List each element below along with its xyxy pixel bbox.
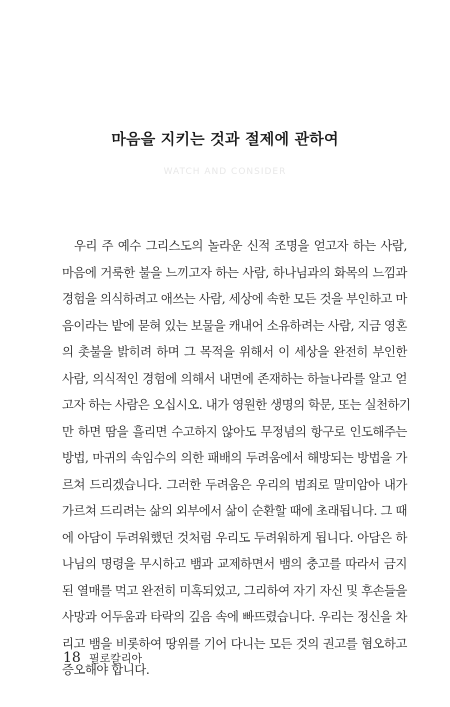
text-line-4: 음이라는 밭에 묻혀 있는 보물을 캐내어 소유하려는 사람, 지금 영혼 [62,318,408,333]
text-line-10: 르쳐 드리겠습니다. 그러한 두려움은 우리의 범죄로 말미암아 내가 [62,477,407,492]
text-line-15: 사망과 어두움과 타락의 깊음 속에 빠뜨렸습니다. 우리는 정신을 차 [62,610,407,624]
text-line-1: 우리 주 예수 그리스도의 놀라운 신적 조명을 얻고자 하는 사람, [74,239,407,253]
text-line-13: 나님의 명령을 무시하고 뱀과 교제하면서 뱀의 충고를 따라서 금지 [62,557,407,571]
text-line-9: 방법, 마귀의 속임수의 의한 패배의 두려움에서 해방되는 방법을 가 [62,451,407,465]
text-line-14: 된 열매를 먹고 완전히 미혹되었고, 그리하여 자기 자신 및 후손들을 [62,583,408,598]
text-line-8: 만 하면 땀을 흘리면 수고하지 않아도 무정념의 항구로 인도해주는 [62,424,407,439]
text-line-5: 의 촛불을 밝히려 하며 그 목적을 위해서 이 세상을 완전히 부인한 [62,345,407,359]
text-line-17: 증오해야 합니다. [62,663,150,677]
text-line-11: 가르쳐 드리려는 삶의 외부에서 삶이 순환할 때에 초래됩니다. 그 때 [62,504,408,518]
page-footer [63,650,142,666]
body-paragraph [62,233,411,684]
text-line-12: 에 아담이 두려워했던 것처럼 우리도 두려워하게 됩니다. 아담은 하 [62,530,407,545]
text-line-7: 고자 하는 사람은 오십시오. 내가 영원한 생명의 학문, 또는 실천하기 [62,398,411,412]
running-title: 필로칼리아 [88,652,143,665]
text-line-6: 사람, 의식적인 경험에 의해서 내면에 존재하는 하늘나라를 알고 얻 [62,371,407,386]
chapter-subtitle-watermark: WATCH AND CONSIDER [163,167,287,177]
text-line-3: 경험을 의식하려고 애쓰는 사람, 세상에 속한 모든 것을 부인하고 마 [62,292,408,306]
page-number: 18 [63,650,81,666]
chapter-title: 마음을 지키는 것과 절제에 관하여 [111,130,339,148]
text-line-2: 마음에 거룩한 불을 느끼고자 하는 사람, 하나님과의 화목의 느낌과 [62,265,407,280]
text-line-16: 리고 뱀을 비롯하여 땅위를 기어 다니는 모든 것의 권고를 혐오하고 [62,636,407,651]
